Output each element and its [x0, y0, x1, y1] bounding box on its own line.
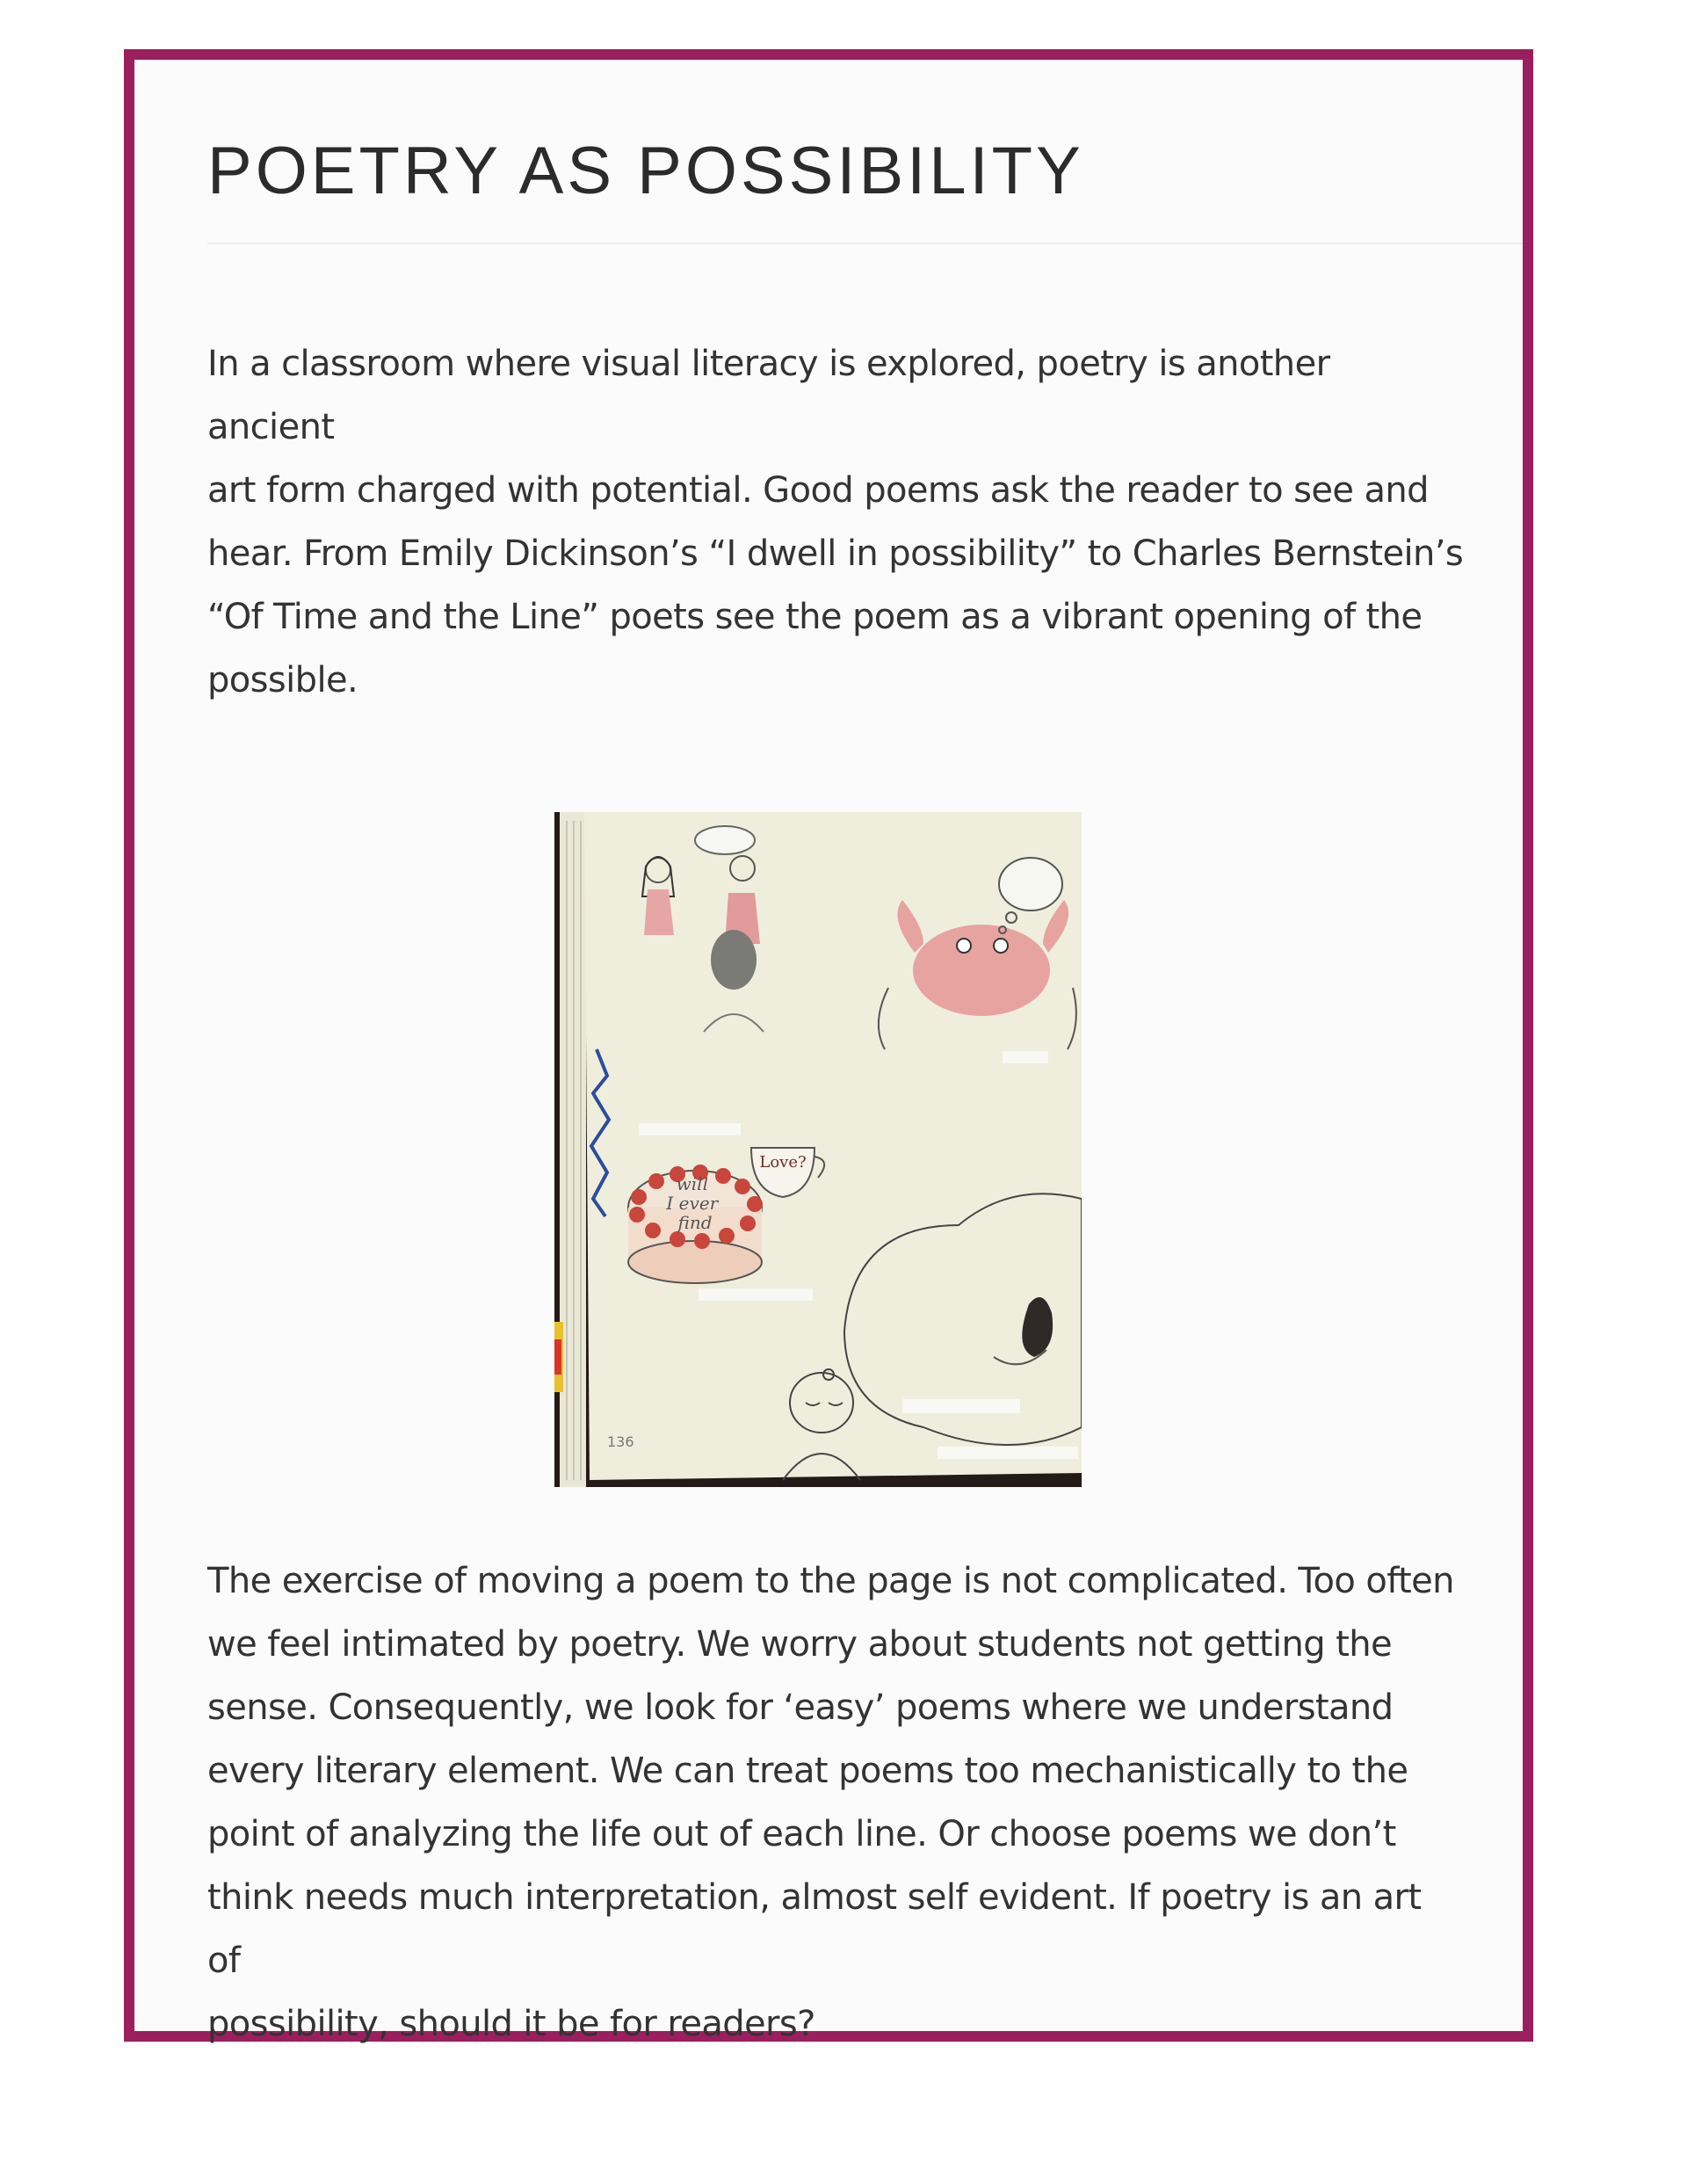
body-paragraph: The exercise of moving a poem to the page is not complicated. Too often we feel intimated by poetry. We worry about students not getting the sense. Consequently, we look for ‘easy’ poems where we understand every literary element. We can treat poems too mechanistically to the point of analyzing the life out of each line. Or choose poems we don’t think needs much interpretation, almost self evident. If poetry is an art of possibility, should it be for readers?	[207, 1561, 1454, 2044]
svg-text:will I ever fi: will I ever find	[666, 1173, 719, 1233]
page-number: 136	[607, 1433, 634, 1450]
cup-label: Love?	[759, 1153, 807, 1172]
intro-paragraph: In a classroom where visual literacy is explored, poetry is another ancient art form charged with potential. Good poems ask the reader to see and hear. From Emily Dickinson’s “I dwell in possibility” to Charles Bernstein’s “Of Time and the Line” poets see the poem as a vibrant opening of the possible.	[207, 344, 1464, 700]
sketchbook-photo	[554, 812, 1082, 1487]
article-card	[124, 49, 1533, 2042]
page-title: POETRY AS POSSIBILITY	[207, 134, 1084, 208]
title-divider	[207, 243, 1523, 244]
cake-text: will	[676, 1173, 708, 1194]
